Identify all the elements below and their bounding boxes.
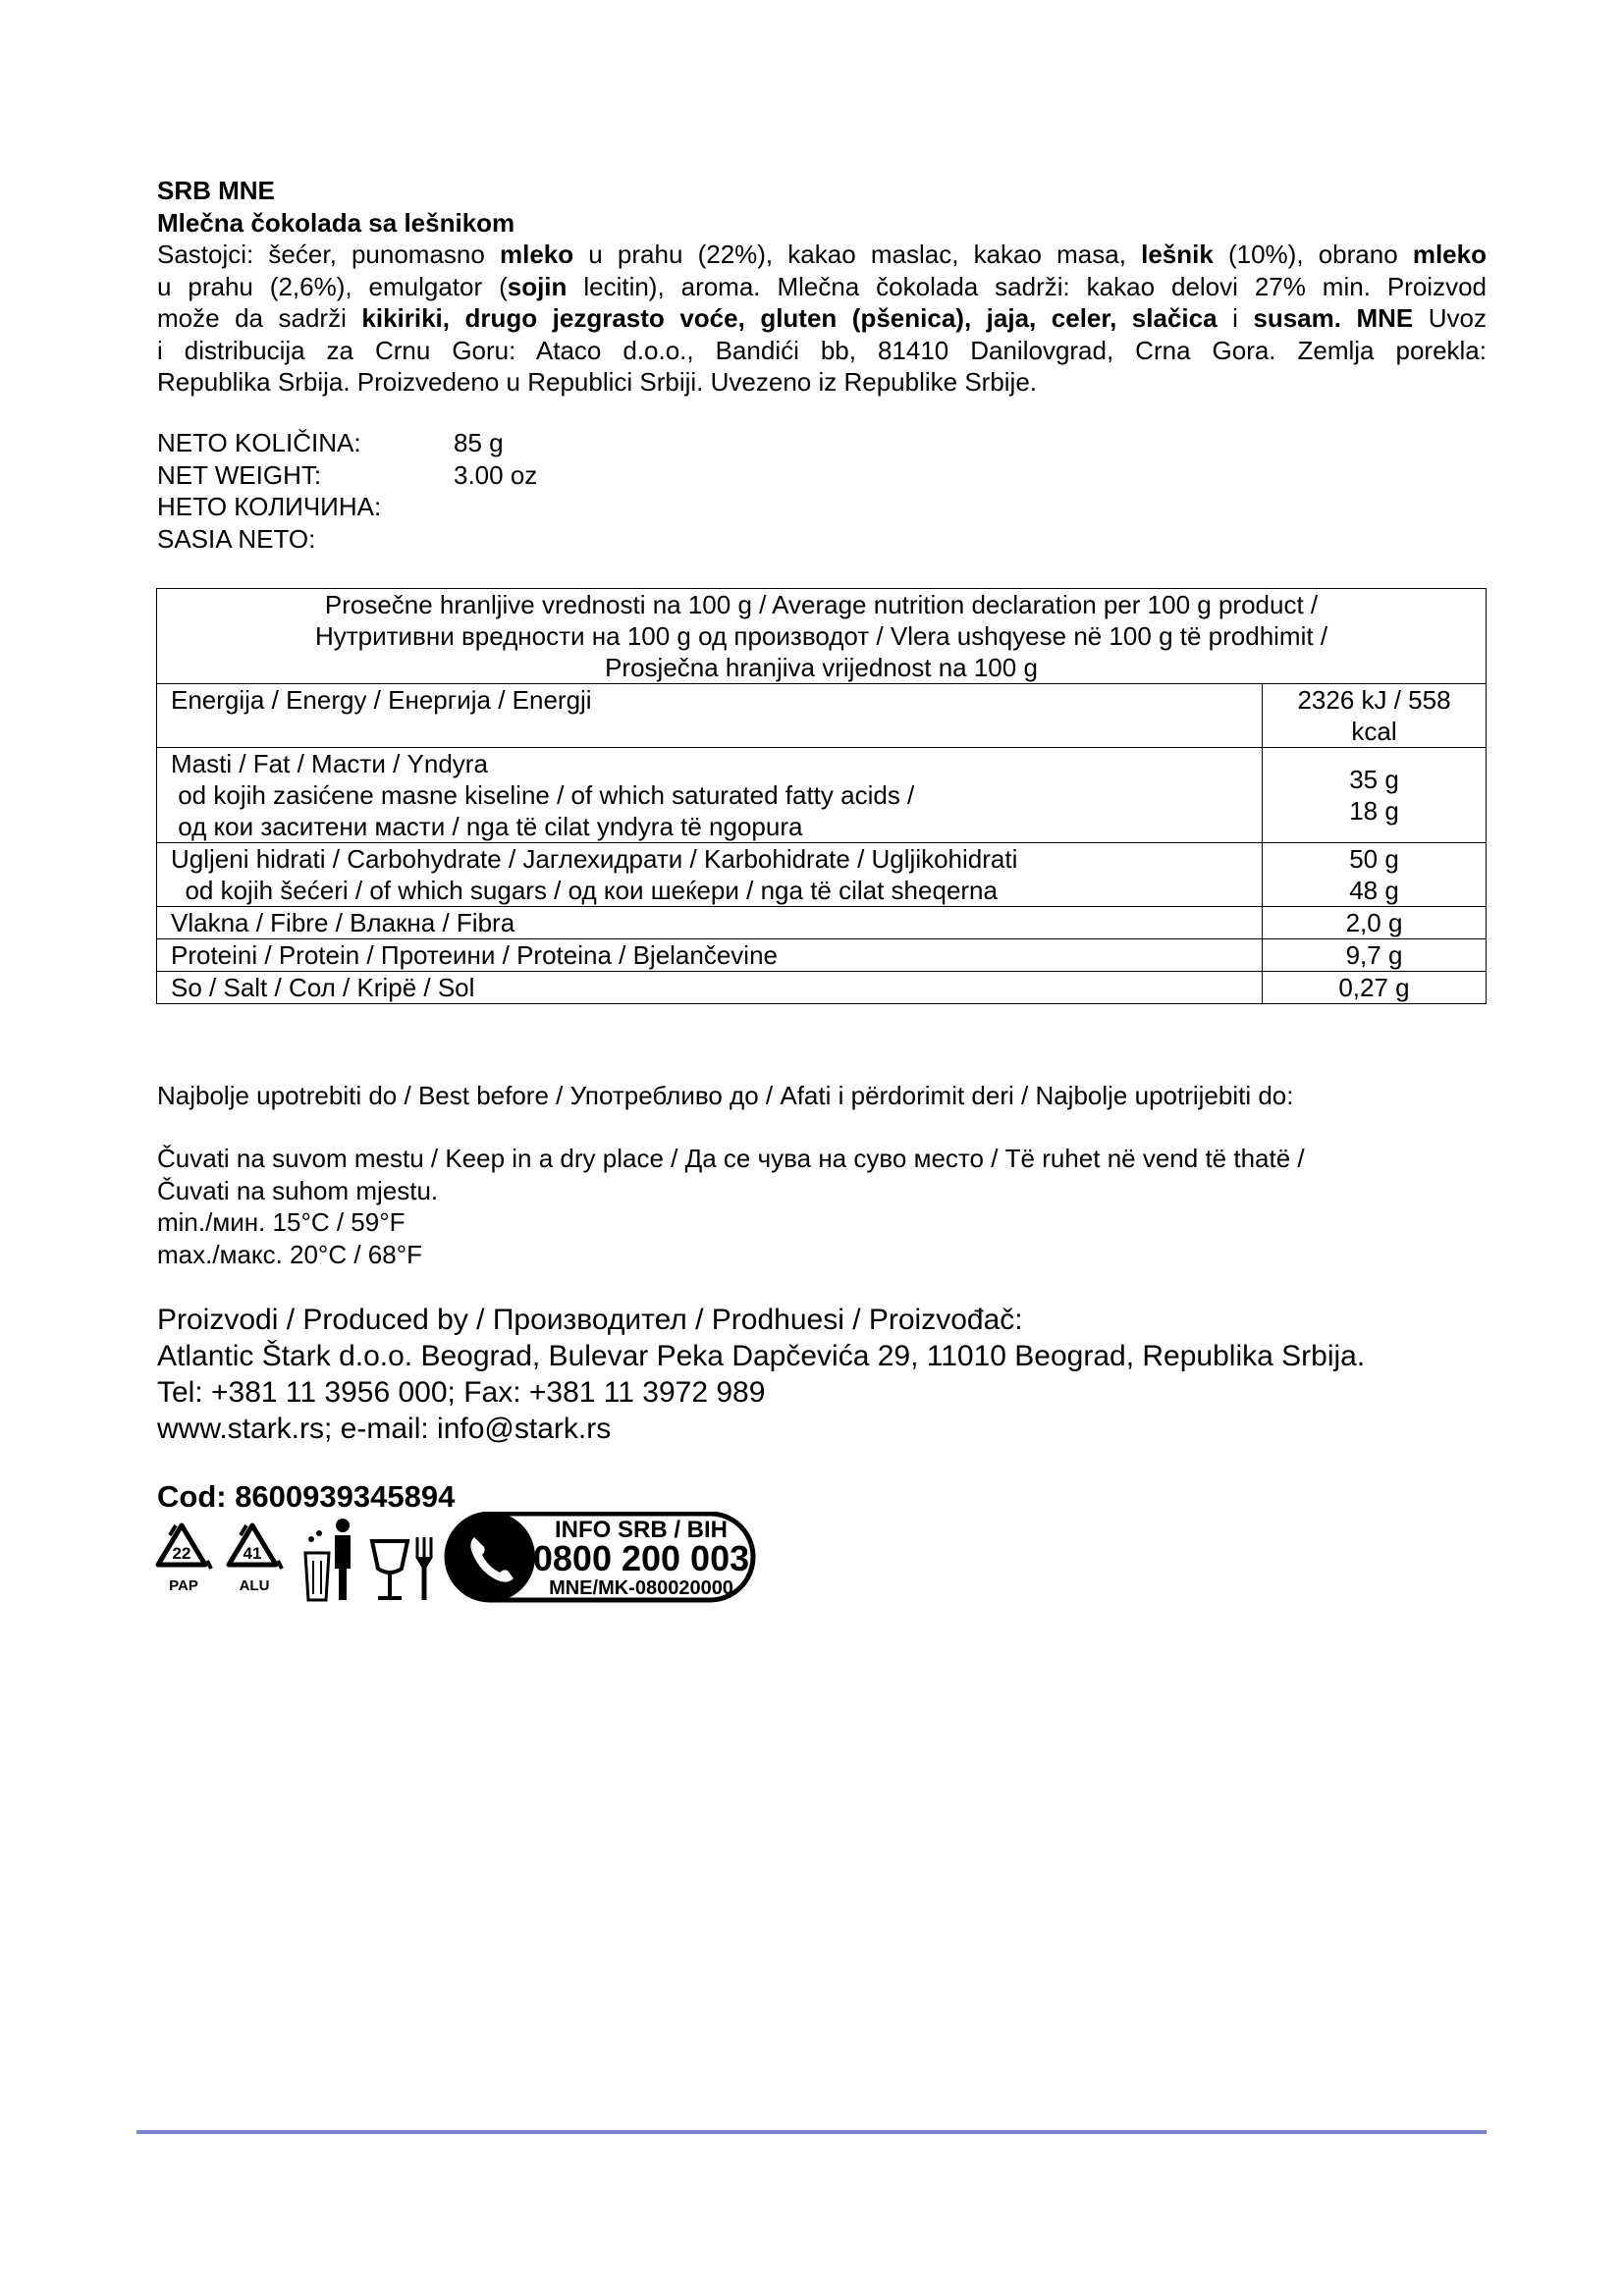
carbs-value <box>1263 843 1487 907</box>
fat-label-line: od kojih zasićene masne kiseline / of which saturated fatty acids / <box>171 780 915 810</box>
producer-block <box>157 1302 1365 1447</box>
ingredient-text: i distribucija za Crnu Goru: Ataco d.o.o., Bandići bb, 81410 Danilovgrad, Crna Gora. Zemlja porekla: <box>157 335 1487 365</box>
ingredient-text: u prahu (2,6%), emulgator ( <box>157 271 508 301</box>
carbs-label-line: Ugljeni hidrati / Carbohydrate / Јаглехидрати / Karbohidrate / Ugljikohidrati <box>171 844 1018 874</box>
info-line-1: INFO SRB / BIH <box>554 1517 729 1543</box>
fibre-value: 2,0 g <box>1263 907 1487 939</box>
ingredient-allergen: lešnik <box>1141 240 1214 269</box>
ingredients-paragraph <box>157 239 1487 399</box>
net-value: 85 g <box>454 428 504 457</box>
carbs-label-line: od kojih šećeri / of which sugars / од кои шеќери / nga të cilat sheqerna <box>171 876 998 905</box>
ingredient-allergen: mleko <box>1412 240 1487 269</box>
ingredient-allergen: mleko <box>499 240 574 269</box>
fat-label <box>157 748 1263 843</box>
energy-value-line: 2326 kJ / 558 <box>1297 685 1451 715</box>
recycle-pap-icon <box>158 1525 211 1594</box>
food-contact-icon <box>372 1537 433 1600</box>
table-row <box>157 972 1487 1004</box>
energy-value-line: kcal <box>1351 717 1397 746</box>
storage-line: Čuvati na suhom mjestu. <box>157 1175 439 1205</box>
fat-value-line: 35 g <box>1349 765 1399 794</box>
ingredients-line <box>157 335 1487 367</box>
net-quantity-block <box>157 427 537 555</box>
nutrition-header-line: Prosečne hranljive vrednosti na 100 g / Average nutrition declaration per 100 g product / <box>324 590 1319 619</box>
ingredients-line <box>157 366 1487 399</box>
storage-line: min./мин. 15°C / 59°F <box>157 1207 406 1237</box>
table-row <box>157 843 1487 907</box>
producer-web: www.stark.rs; e-mail: info@stark.rs <box>157 1413 612 1445</box>
nutrition-header-row <box>157 589 1487 684</box>
recycle-pap-number: 22 <box>172 1544 191 1563</box>
table-row <box>157 939 1487 972</box>
recycle-pap-label: PAP <box>169 1577 198 1594</box>
fat-label-line: од кои заситени масти / nga të cilat yndyra të ngopura <box>171 812 803 841</box>
ingredient-text: Sastojci: šećer, punomasno <box>157 240 500 269</box>
net-label: NETO KOLIČINA: <box>157 428 361 457</box>
salt-value: 0,27 g <box>1263 972 1487 1004</box>
nutrition-table <box>156 588 1487 1004</box>
carbs-label <box>157 843 1263 907</box>
net-label: SASIA NETO: <box>157 523 316 554</box>
net-row <box>157 427 537 459</box>
barcode-text: Cod: 8600939345894 <box>157 1479 456 1514</box>
ingredient-allergen: susam. MNE <box>1253 303 1414 333</box>
storage-line: max./макс. 20°C / 68°F <box>157 1239 422 1269</box>
info-line-2: 0800 200 003 <box>532 1538 750 1578</box>
producer-address: Atlantic Štark d.o.o. Beograd, Bulevar Peka Dapčevića 29, 11010 Beograd, Republika Srbija. <box>157 1340 1366 1372</box>
ingredients-line <box>157 302 1487 335</box>
ingredient-text: Uvoz <box>1413 303 1487 333</box>
footer-divider <box>136 2130 1487 2134</box>
net-row <box>157 491 537 523</box>
table-row <box>157 907 1487 939</box>
best-before: Najbolje upotrebiti do / Best before / Употребливо до / Afati i përdorimit deri / Najbolje upotrijebiti do: <box>157 1081 1294 1110</box>
ingredient-text: može da sadrži <box>157 303 362 333</box>
carbs-value-line: 48 g <box>1349 876 1399 905</box>
info-hotline-icon <box>445 1512 753 1602</box>
carbs-value-line: 50 g <box>1349 844 1399 874</box>
fat-value <box>1263 748 1487 843</box>
recycle-alu-number: 41 <box>243 1544 262 1563</box>
label-icons <box>152 1512 761 1610</box>
storage-line: Čuvati na suvom mestu / Keep in a dry place / Да се чува на суво место / Të ruhet në vend të thatë / <box>157 1144 1305 1173</box>
protein-value: 9,7 g <box>1263 939 1487 972</box>
producer-line: Proizvodi / Produced by / Производител / Prodhuesi / Proizvođač: <box>157 1304 1023 1336</box>
fibre-label: Vlakna / Fibre / Влакна / Fibra <box>157 907 1263 939</box>
recycle-alu-label: ALU <box>239 1577 270 1594</box>
nutrition-header-line: Prosječna hranjiva vrijednost na 100 g <box>605 653 1038 682</box>
ingredients-line <box>157 271 1487 303</box>
nutrition-header-line: Нутритивни вредности на 100 g од производот / Vlera ushqyese në 100 g të prodhimit / <box>314 621 1328 651</box>
ingredient-text: u prahu (22%), kakao maslac, kakao masa, <box>573 240 1142 269</box>
net-row <box>157 523 537 556</box>
ingredient-text: Republika Srbija. Proizvedeno u Republici Srbiji. Uvezeno iz Republike Srbije. <box>157 367 1038 397</box>
table-row <box>157 684 1487 748</box>
product-title: Mlečna čokolada sa lešnikom <box>157 208 515 238</box>
ingredient-allergen: sojin <box>507 271 568 301</box>
ingredient-allergen: kikiriki, drugo jezgrasto voće, gluten (pšenica), jaja, celer, slačica <box>361 303 1218 333</box>
fat-value-line: 18 g <box>1349 796 1399 826</box>
storage-block <box>157 1143 1305 1270</box>
fat-label-line: Masti / Fat / Масти / Yndyra <box>171 749 488 778</box>
ingredients-line <box>157 239 1487 271</box>
nutrition-header <box>157 589 1487 684</box>
ingredient-text: i <box>1217 303 1254 333</box>
recycle-alu-icon <box>229 1525 282 1594</box>
country-code: SRB MNE <box>157 176 275 205</box>
producer-phone: Tel: +381 11 3956 000; Fax: +381 11 3972 989 <box>157 1376 766 1409</box>
net-value: 3.00 oz <box>454 459 538 490</box>
info-line-3: MNE/MK-080020000 <box>549 1577 733 1599</box>
tidyman-icon <box>305 1519 351 1600</box>
ingredient-text: (10%), obrano <box>1213 240 1413 269</box>
net-label: НЕТО КОЛИЧИНА: <box>157 492 382 521</box>
net-label: NET WEIGHT: <box>157 459 322 490</box>
energy-value <box>1263 684 1487 748</box>
ingredient-text: lecitin), aroma. Mlečna čokolada sadrži: kakao delovi 27% min. Proizvod <box>567 271 1487 301</box>
salt-label: So / Salt / Сол / Kripë / Sol <box>157 972 1263 1004</box>
net-row <box>157 459 537 492</box>
table-row <box>157 748 1487 843</box>
protein-label: Proteini / Protein / Протеини / Proteina / Bjelančevine <box>157 939 1263 972</box>
energy-label: Energija / Energy / Енергија / Energji <box>157 684 1263 748</box>
